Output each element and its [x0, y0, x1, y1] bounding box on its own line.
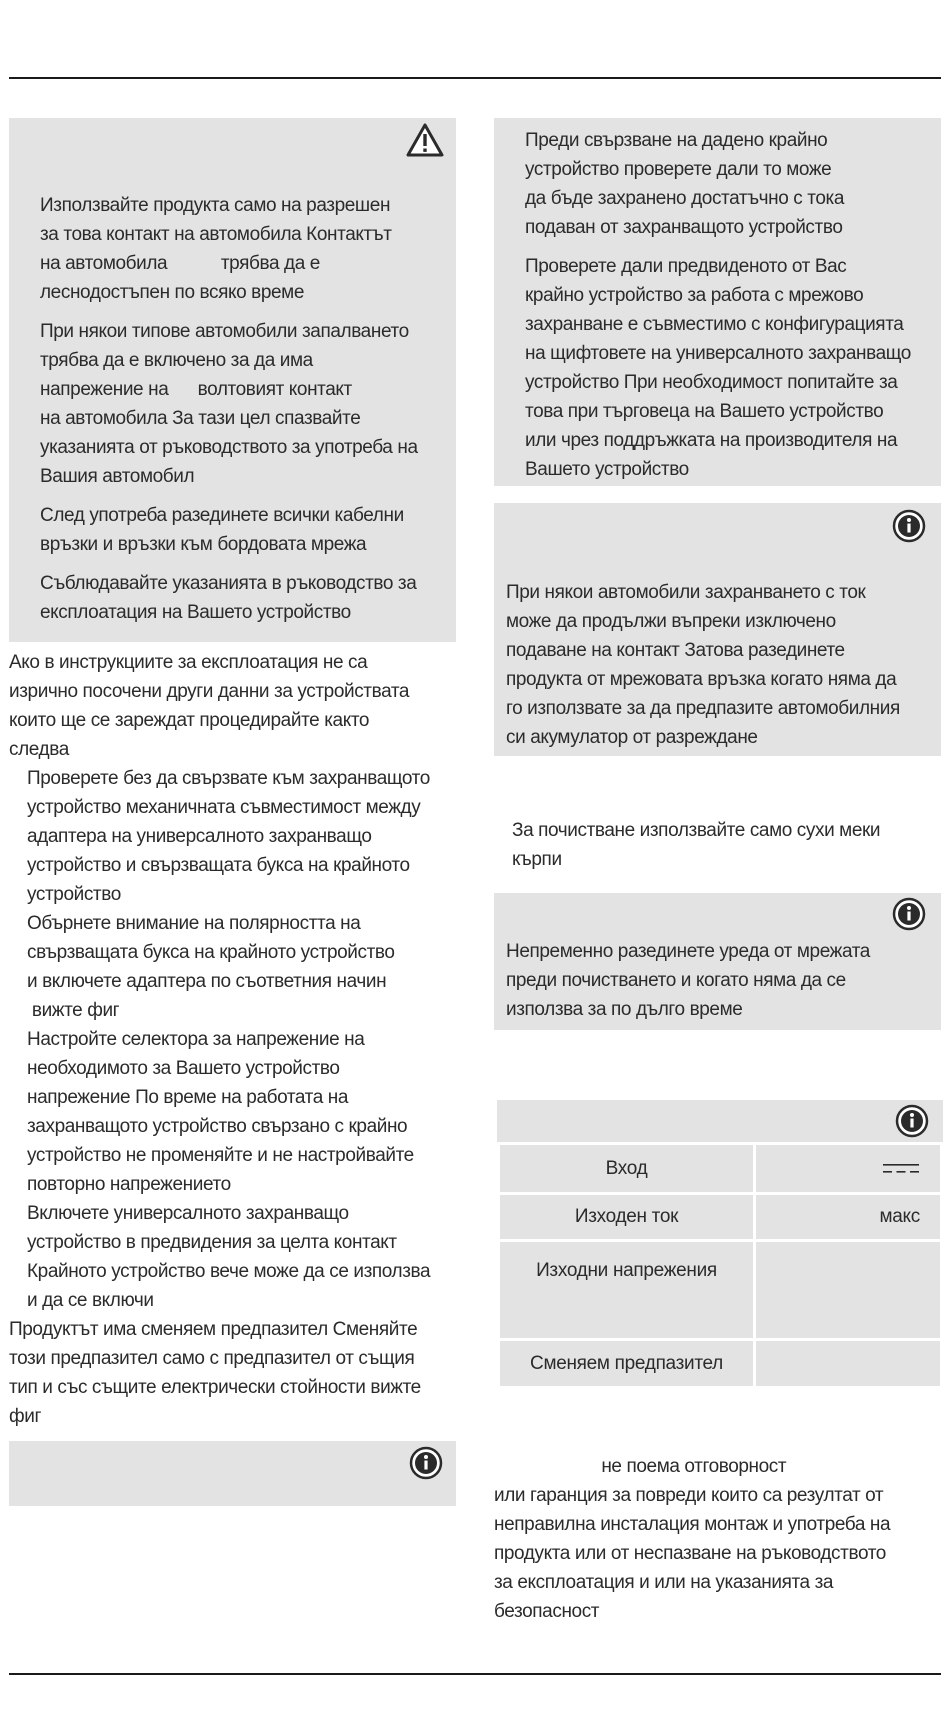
dc-symbol-icon — [882, 1161, 920, 1175]
text-line: Продуктът има сменяем предпазител Сменяйте — [9, 1319, 418, 1340]
warning-paragraph — [40, 501, 450, 559]
text-line: Непременно разединете уреда от мрежата — [506, 941, 870, 962]
text-line: го използвате за да предпазите автомобилния — [506, 698, 900, 719]
text-line: Проверете без да свързвате към захранващото — [27, 768, 430, 789]
text-line: При някои автомобили захранването с ток — [506, 582, 866, 603]
cleaning-text — [512, 816, 932, 874]
warning-icon — [405, 122, 445, 158]
step-item — [27, 1257, 462, 1315]
warning-paragraph — [40, 569, 450, 627]
spec-label: Вход — [499, 1144, 755, 1194]
text-line: крайно устройство за работа с мрежово — [525, 285, 864, 306]
info-box-empty — [9, 1441, 456, 1506]
text-line: да бъде захранено достатъчно с тока — [525, 188, 845, 209]
info-box-battery — [494, 503, 941, 756]
bottom-rule — [9, 1673, 941, 1675]
text-line: повторно напрежението — [27, 1174, 231, 1195]
text-line: устройство — [27, 884, 121, 905]
text-line: на автомобила За тази цел спазвайте — [40, 408, 361, 429]
text-line: захранване е съвместимо с конфигурацията — [525, 314, 904, 335]
note-paragraph — [525, 126, 935, 242]
text-line: на автомобила трябва да е — [40, 253, 320, 274]
text-line: устройство в предвидения за целта контакт — [27, 1232, 397, 1253]
text-line: За почистване използвайте само сухи меки — [512, 820, 881, 841]
text-line: може да продължи въпреки изключено — [506, 611, 836, 632]
text-line: изрично посочени други данни за устройствата — [9, 681, 410, 702]
text-line: необходимото за Вашето устройство — [27, 1058, 340, 1079]
spec-value — [755, 1144, 942, 1194]
info-icon — [895, 1104, 929, 1138]
disclaimer-text — [494, 1452, 934, 1626]
step-item — [27, 1199, 462, 1257]
spec-value — [755, 1241, 942, 1340]
text-line: Настройте селектора за напрежение на — [27, 1029, 365, 1050]
text-line: леснодостъпен по всяко време — [40, 282, 304, 303]
text-line: или чрез поддръжката на производителя на — [525, 430, 898, 451]
top-rule — [9, 77, 941, 79]
info-icon — [892, 897, 926, 931]
table-row — [499, 1144, 942, 1194]
text-line: за експлоатация и или на указанията за — [494, 1572, 834, 1593]
text-line: продукта от мрежовата връзка когато няма да — [506, 669, 897, 690]
spec-label: Изходен ток — [499, 1194, 755, 1241]
text-line: продукта или от неспазване на ръководството — [494, 1543, 886, 1564]
text-line: Ако в инструкциите за експлоатация не са — [9, 652, 368, 673]
text-line: подаване на контакт Затова разединете — [506, 640, 845, 661]
text-line: преди почистването и когато няма да се — [506, 970, 846, 991]
text-line: При някои типове автомобили запалването — [40, 321, 409, 342]
text-line: фиг — [9, 1406, 41, 1427]
text-line: захранващото устройство свързано с крайно — [27, 1116, 408, 1137]
warning-paragraph — [40, 191, 450, 307]
text-line: свързващата букса на крайното устройство — [27, 942, 395, 963]
text-line: кърпи — [512, 849, 562, 870]
text-line: Проверете дали предвиденото от Вас — [525, 256, 847, 277]
note-paragraph — [525, 252, 935, 484]
spec-value: макс — [755, 1194, 942, 1241]
text-line: устройство проверете дали то може — [525, 159, 832, 180]
intro-text — [9, 648, 459, 764]
spec-label: Сменяем предпазител — [499, 1340, 755, 1388]
info-text — [506, 937, 938, 1024]
text-line: трябва да е включено за да има — [40, 350, 313, 371]
text-line: напрежение По време на работата на — [27, 1087, 349, 1108]
text-line: указанията от ръководството за употреба на — [40, 437, 418, 458]
text-line: за това контакт на автомобила Контактът — [40, 224, 392, 245]
text-line: експлоатация на Вашето устройство — [40, 602, 351, 623]
text-line: това при търговеца на Вашето устройство — [525, 401, 884, 422]
table-row — [499, 1340, 942, 1388]
text-line: на щифтовете на универсалното захранващо — [525, 343, 911, 364]
text-line: връзки и връзки към бордовата мрежа — [40, 534, 367, 555]
text-line: този предпазител само с предпазител от същия — [9, 1348, 415, 1369]
warning-text — [40, 191, 450, 637]
text-line: Крайното устройство вече може да се използва — [27, 1261, 431, 1282]
table-row — [499, 1241, 942, 1340]
spec-value — [755, 1340, 942, 1388]
spec-label: Изходни напрежения — [499, 1241, 755, 1340]
text-line: които ще се зареждат процедирайте както — [9, 710, 370, 731]
step-item — [27, 1025, 462, 1199]
text-line: устройство не променяйте и не настройвайте — [27, 1145, 414, 1166]
text-line: Съблюдавайте указанията в ръководство за — [40, 573, 417, 594]
text-line: Вашия автомобил — [40, 466, 195, 487]
text-line: следва — [9, 739, 69, 760]
warning-paragraph — [40, 317, 450, 491]
text-line: Включете универсалното захранващо — [27, 1203, 349, 1224]
text-line: си акумулатор от разреждане — [506, 727, 758, 748]
text-line: и включете адаптера по съответния начин — [27, 971, 387, 992]
info-icon — [892, 509, 926, 543]
text-line: устройство и свързващата букса на крайното — [27, 855, 410, 876]
text-line: тип и със същите електрически стойности вижте — [9, 1377, 421, 1398]
table-row — [499, 1194, 942, 1241]
text-line: неправилна инсталация монтаж и употреба на — [494, 1514, 891, 1535]
steps-list — [27, 764, 462, 1315]
text-line: устройство При необходимост попитайте за — [525, 372, 898, 393]
text-line: устройство механичната съвместимост между — [27, 797, 421, 818]
info-box-cleaning — [494, 893, 941, 1030]
specs-table — [497, 1142, 943, 1389]
warning-box — [9, 118, 456, 642]
text-line: Преди свързване на дадено крайно — [525, 130, 828, 151]
info-icon — [409, 1446, 443, 1480]
step-item — [27, 909, 462, 1025]
info-text — [506, 578, 938, 752]
fuse-note — [9, 1315, 459, 1431]
text-line: подаван от захранващото устройство — [525, 217, 843, 238]
text-line: Обърнете внимание на полярността на — [27, 913, 361, 934]
text-line: напрежение на волтовият контакт — [40, 379, 352, 400]
text-line: безопасност — [494, 1601, 600, 1622]
text-line: и да се включи — [27, 1290, 154, 1311]
continued-notes-box — [494, 118, 941, 486]
text-line: или гаранция за повреди които са резултат от — [494, 1485, 884, 1506]
text-line: вижте фиг — [27, 1000, 120, 1021]
specs-header — [497, 1100, 943, 1142]
step-item — [27, 764, 462, 909]
text-line: използва за по дълго време — [506, 999, 743, 1020]
continued-text — [525, 126, 935, 494]
text-line: адаптера на универсалното захранващо — [27, 826, 372, 847]
text-line: Вашето устройство — [525, 459, 689, 480]
text-line: Използвайте продукта само на разрешен — [40, 195, 391, 216]
text-line: не поема отговорност — [494, 1456, 787, 1477]
text-line: След употреба разединете всички кабелни — [40, 505, 404, 526]
